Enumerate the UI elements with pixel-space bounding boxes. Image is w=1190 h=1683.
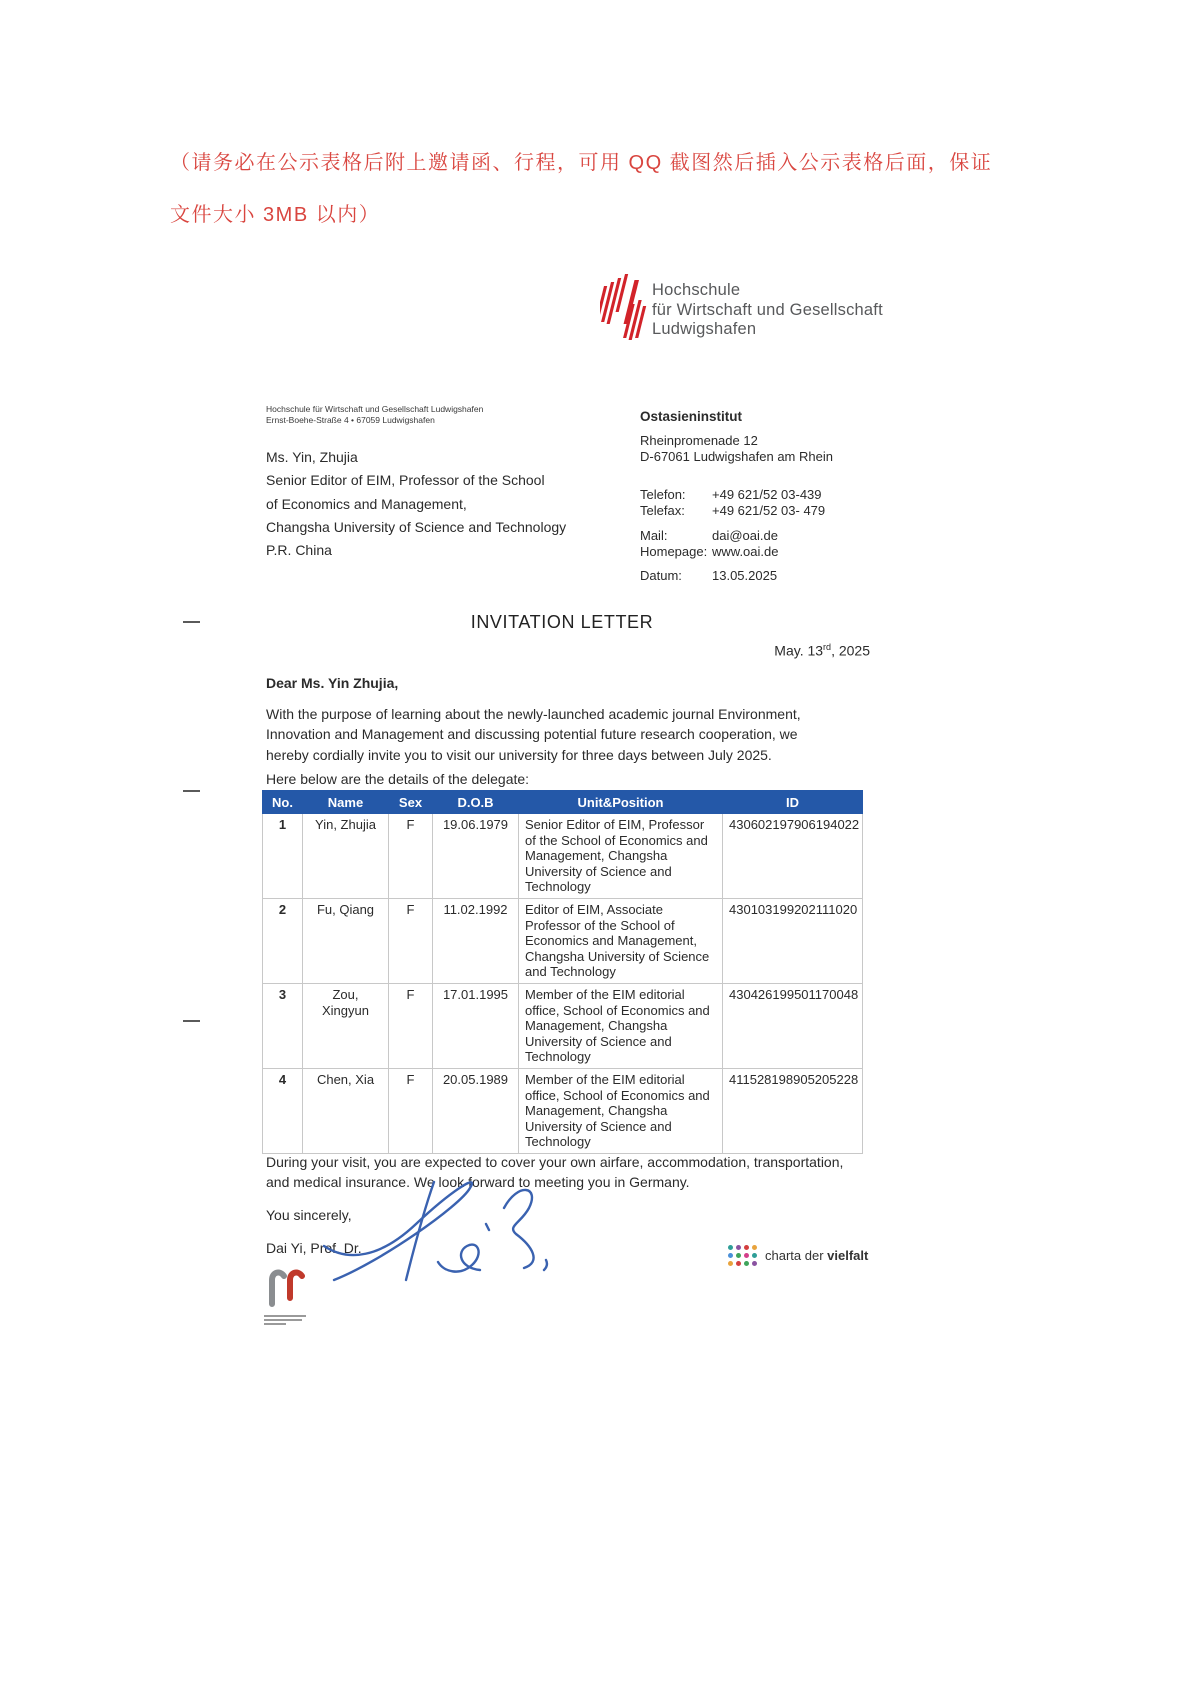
logo-line-2: für Wirtschaft und Gesellschaft — [652, 300, 883, 319]
institute-address — [640, 433, 833, 464]
telefon-label: Telefon: — [640, 487, 686, 502]
homepage-label: Homepage: — [640, 543, 708, 559]
red-note-line-1: （请务必在公示表格后附上邀请函、行程，可用 QQ 截图然后插入公示表格后面，保证 — [170, 152, 993, 174]
table-row — [263, 983, 863, 1068]
telefon-row — [640, 487, 880, 503]
logo-line-3: Ludwigshafen — [652, 320, 757, 338]
letter-title: INVITATION LETTER — [470, 612, 654, 632]
cell-unit: Member of the EIM editorial office, School of Economics and Management, Changsha University of Science and Technology — [519, 1068, 723, 1153]
cell-dob: 11.02.1992 — [433, 898, 519, 983]
cell-no: 1 — [263, 814, 303, 899]
certification-logo-icon — [264, 1264, 324, 1325]
col-header-unit: Unit&Position — [519, 791, 723, 814]
cell-id: 411528198905205228 — [723, 1068, 863, 1153]
cell-id: 430602197906194022 — [723, 814, 863, 899]
delegate-table — [262, 790, 863, 1154]
cell-sex: F — [389, 814, 433, 899]
cell-name: Yin, Zhujia — [303, 814, 389, 899]
col-header-sex: Sex — [389, 791, 433, 814]
cell-sex: F — [389, 1068, 433, 1153]
recipient-line: Senior Editor of EIM, Professor of the School — [266, 472, 545, 489]
certification-logo-text-line — [264, 1323, 286, 1325]
recipient-line: Ms. Yin, Zhujia — [266, 449, 358, 465]
cell-no: 4 — [263, 1068, 303, 1153]
red-note-line-2: 文件大小 3MB 以内） — [170, 204, 381, 226]
cell-unit: Senior Editor of EIM, Professor of the School of Economics and Management, Changsha University of Science and Technology — [519, 814, 723, 899]
hochschule-logo-text — [652, 281, 883, 340]
col-header-no: No. — [263, 791, 303, 814]
mail-row — [640, 528, 880, 544]
sender-line-2: Ernst-Boehe-Straße 4 • 67059 Ludwigshafen — [266, 415, 435, 425]
charta-text-regular: charta der — [765, 1248, 828, 1263]
cell-no: 3 — [263, 983, 303, 1068]
institute-name: Ostasieninstitut — [640, 409, 743, 424]
datum-row — [640, 568, 880, 584]
cell-dob: 19.06.1979 — [433, 814, 519, 899]
institute-phone-block — [640, 487, 880, 518]
mail-label: Mail: — [640, 528, 668, 543]
mail-value: dai@oai.de — [712, 528, 778, 543]
cell-sex: F — [389, 898, 433, 983]
cell-name: Zou, Xingyun — [303, 983, 389, 1068]
cell-sex: F — [389, 983, 433, 1068]
table-row — [263, 814, 863, 899]
col-header-name: Name — [303, 791, 389, 814]
recipient-line: Changsha University of Science and Technology — [266, 518, 567, 535]
sender-return-address — [266, 404, 483, 426]
letter-date-ordinal: rd — [823, 642, 832, 652]
fold-mark — [183, 621, 200, 623]
cell-dob: 17.01.1995 — [433, 983, 519, 1068]
cell-unit: Member of the EIM editorial office, School of Economics and Management, Changsha University of Science and Technology — [519, 983, 723, 1068]
charta-der-vielfalt-logo — [728, 1245, 868, 1266]
salutation: Dear Ms. Yin Zhujia, — [266, 675, 399, 691]
institute-mail-block — [640, 528, 880, 559]
certification-logo-text-line — [264, 1315, 306, 1317]
homepage-row — [640, 544, 880, 560]
charta-text-bold: vielfalt — [827, 1248, 869, 1263]
fold-mark — [183, 790, 200, 792]
body-paragraph-2: During your visit, you are expected to cover your own airfare, accommodation, transportation, and medical insurance. We look forward to meeting you in Germany. — [266, 1154, 844, 1191]
col-header-dob: D.O.B — [433, 791, 519, 814]
certification-logo-text-line — [264, 1319, 302, 1321]
institute-address-2: D-67061 Ludwigshafen am Rhein — [640, 448, 833, 464]
table-row — [263, 898, 863, 983]
homepage-value: www.oai.de — [712, 543, 779, 559]
letter-date-year: , 2025 — [831, 642, 870, 659]
telefax-value: +49 621/52 03- 479 — [712, 502, 826, 518]
table-row — [263, 1068, 863, 1153]
datum-value: 13.05.2025 — [712, 568, 778, 583]
handwritten-signature — [318, 1166, 578, 1296]
closing-phrase: You sincerely, — [266, 1207, 352, 1223]
recipient-address — [266, 446, 566, 562]
telefax-label: Telefax: — [640, 502, 685, 518]
cell-name: Chen, Xia — [303, 1068, 389, 1153]
telefax-row — [640, 503, 880, 519]
recipient-line: of Economics and Management, — [266, 495, 467, 512]
cell-name: Fu, Qiang — [303, 898, 389, 983]
hochschule-logo-icon — [600, 270, 648, 351]
institute-address-1: Rheinpromenade 12 — [640, 433, 758, 448]
cell-id: 430103199202111020 — [723, 898, 863, 983]
cell-unit: Editor of EIM, Associate Professor of the School of Economics and Management, Changsha University of Science and Technology — [519, 898, 723, 983]
body-paragraph-1: With the purpose of learning about the newly-launched academic journal Environment, Innovation and Management and discussing potential future research cooperation, we hereby cordially invite you to visit our university for three days between July 2025. — [266, 706, 801, 763]
logo-line-1: Hochschule — [652, 281, 741, 299]
charta-text — [765, 1248, 868, 1263]
sender-line-1: Hochschule für Wirtschaft und Gesellschaft Ludwigshafen — [266, 404, 484, 414]
telefon-value: +49 621/52 03-439 — [712, 487, 822, 502]
recipient-line: P.R. China — [266, 542, 332, 559]
datum-label: Datum: — [640, 568, 682, 583]
signer-name: Dai Yi, Prof. Dr. — [266, 1240, 362, 1256]
letter-date-main: May. 13 — [774, 642, 824, 659]
fold-mark — [183, 1020, 200, 1022]
cell-dob: 20.05.1989 — [433, 1068, 519, 1153]
table-header-row — [263, 791, 863, 814]
letter-date — [262, 642, 870, 659]
cell-id: 430426199501170048 — [723, 983, 863, 1068]
charta-dots-icon — [728, 1245, 757, 1266]
cell-no: 2 — [263, 898, 303, 983]
table-intro: Here below are the details of the delegate: — [266, 771, 530, 787]
col-header-id: ID — [723, 791, 863, 814]
